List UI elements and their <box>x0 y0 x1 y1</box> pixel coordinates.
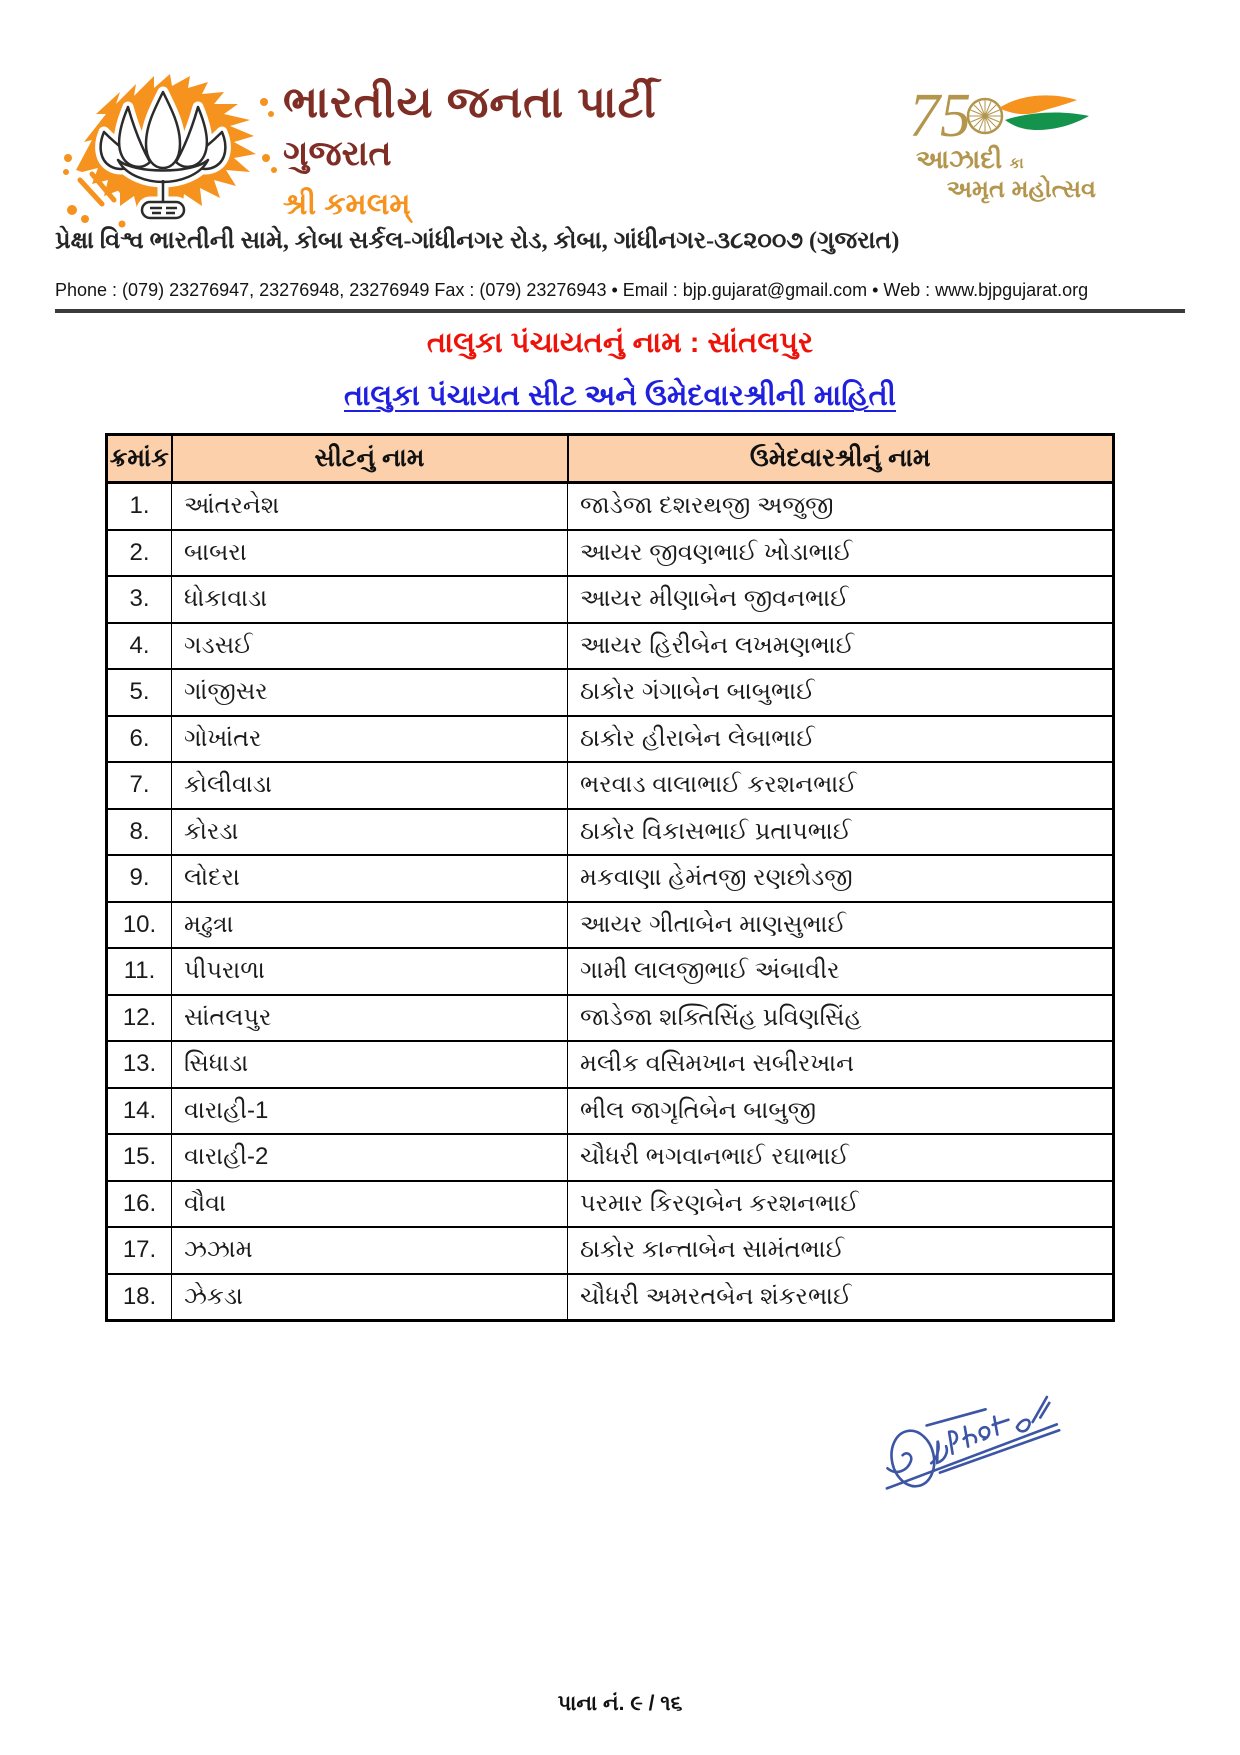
azadi-line2: અમૃત મહોત્સવ <box>946 176 1096 203</box>
row-serial: 16. <box>107 1181 172 1228</box>
candidate-table <box>105 433 1112 1322</box>
bjp-lotus-logo-icon <box>58 62 288 242</box>
candidate-name: પરમાર કિરણબેન કરશનભાઈ <box>568 1181 1114 1228</box>
page-title: તાલુકા પંચાયતનું નામ : સાંતલપુર <box>426 327 814 359</box>
row-serial: 13. <box>107 1041 172 1088</box>
row-serial: 17. <box>107 1227 172 1274</box>
candidate-name: આયર ગીતાબેન માણસુભાઈ <box>568 902 1114 949</box>
seat-name: કોરડા <box>172 809 568 856</box>
row-serial: 1. <box>107 483 172 530</box>
table-row <box>107 809 1114 856</box>
table-row <box>107 1134 1114 1181</box>
row-serial: 7. <box>107 762 172 809</box>
seat-name: બાબરા <box>172 530 568 577</box>
seat-name: મઢુત્રા <box>172 902 568 949</box>
candidate-name: ઠાકોર વિકાસભાઈ પ્રતાપભાઈ <box>568 809 1114 856</box>
seat-name: ઝેકડા <box>172 1274 568 1321</box>
azadi-ka-amrut-mahotsav-logo-icon <box>898 78 1098 204</box>
azadi-line1: આઝાદી કા <box>916 144 1024 174</box>
seat-name: વારાહી-1 <box>172 1088 568 1135</box>
seat-name: વૌવા <box>172 1181 568 1228</box>
candidate-name: ભીલ જાગૃતિબેન બાબુજી <box>568 1088 1114 1135</box>
seat-name: ઝઝામ <box>172 1227 568 1274</box>
header-divider <box>55 309 1185 313</box>
candidate-table-body <box>107 483 1114 1321</box>
candidate-name: ઠાકોર ગંગાબેન બાબુભાઈ <box>568 669 1114 716</box>
office-address: પ્રેક્ષા વિશ્વ ભારતીની સામે, કોબા સર્કલ-ગાંધીનગર રોડ, કોબા, ગાંધીનગર-૩૮૨૦૦૭ (ગુજરાત) <box>55 228 900 254</box>
candidate-name: ચૌધરી અમરતબેન શંકરભાઈ <box>568 1274 1114 1321</box>
row-serial: 5. <box>107 669 172 716</box>
candidate-name: ઠાકોર કાન્તાબેન સામંતભાઈ <box>568 1227 1114 1274</box>
org-office: શ્રી કમલમ્ <box>283 188 411 221</box>
seat-name: ગાંજીસર <box>172 669 568 716</box>
candidate-name: ગામી લાલજીભાઈ અંબાવીર <box>568 948 1114 995</box>
col-header-candidate: ઉમેદવારશ્રીનું નામ <box>568 435 1114 483</box>
row-serial: 9. <box>107 855 172 902</box>
table-row <box>107 716 1114 763</box>
table-row <box>107 483 1114 530</box>
col-header-serial: ક્રમાંક <box>107 435 172 483</box>
org-name: ભારતીય જનતા પાર્ટી <box>283 78 657 127</box>
candidate-name: મકવાણા હેમંતજી રણછોડજી <box>568 855 1114 902</box>
table-row <box>107 576 1114 623</box>
table-row <box>107 855 1114 902</box>
page-number: પાના નં. ૯ / ૧૬ <box>557 1692 683 1715</box>
candidate-name: જાડેજા દશરથજી અજુજી <box>568 483 1114 530</box>
row-serial: 3. <box>107 576 172 623</box>
candidate-name: ઠાકોર હીરાબેન લેબાભાઈ <box>568 716 1114 763</box>
table-row <box>107 1227 1114 1274</box>
seat-name: સાંતલપુર <box>172 995 568 1042</box>
row-serial: 4. <box>107 623 172 670</box>
contact-line: Phone : (079) 23276947, 23276948, 23276949 Fax : (079) 23276943 • Email : bjp.gujarat@gmail.com • Web : www.bjpgujarat.org <box>55 280 1089 300</box>
table-row <box>107 530 1114 577</box>
table-row <box>107 669 1114 716</box>
candidate-name: ચૌધરી ભગવાનભાઈ રઘાભાઈ <box>568 1134 1114 1181</box>
seat-name: ગડસઈ <box>172 623 568 670</box>
seat-name: ગોખાંતર <box>172 716 568 763</box>
table-header-row <box>107 435 1114 483</box>
page-subtitle: તાલુકા પંચાયત સીટ અને ઉમેદવારશ્રીની માહિતી <box>344 380 896 412</box>
row-serial: 11. <box>107 948 172 995</box>
row-serial: 2. <box>107 530 172 577</box>
seat-name: વારાહી-2 <box>172 1134 568 1181</box>
row-serial: 14. <box>107 1088 172 1135</box>
row-serial: 8. <box>107 809 172 856</box>
candidate-name: જાડેજા શક્તિસિંહ પ્રવિણસિંહ <box>568 995 1114 1042</box>
signature <box>872 1382 1082 1507</box>
table-row <box>107 902 1114 949</box>
table-row <box>107 995 1114 1042</box>
seat-name: આંતરનેશ <box>172 483 568 530</box>
row-serial: 18. <box>107 1274 172 1321</box>
letterhead <box>283 78 657 222</box>
table-row <box>107 1181 1114 1228</box>
table-row <box>107 1041 1114 1088</box>
azadi-75-number: 75 <box>908 82 971 150</box>
candidate-name: ભરવાડ વાલાભાઈ કરશનભાઈ <box>568 762 1114 809</box>
table-row <box>107 1088 1114 1135</box>
candidate-name: મલીક વસિમખાન સબીરખાન <box>568 1041 1114 1088</box>
row-serial: 12. <box>107 995 172 1042</box>
candidate-name: આયર જીવણભાઈ ખોડાભાઈ <box>568 530 1114 577</box>
seat-name: સિધાડા <box>172 1041 568 1088</box>
table-row <box>107 762 1114 809</box>
candidate-name: આયર મીણાબેન જીવનભાઈ <box>568 576 1114 623</box>
org-region: ગુજરાત <box>283 134 392 173</box>
table-row <box>107 623 1114 670</box>
table-row <box>107 1274 1114 1321</box>
row-serial: 10. <box>107 902 172 949</box>
col-header-seat: સીટનું નામ <box>172 435 568 483</box>
seat-name: પીપરાળા <box>172 948 568 995</box>
seat-name: ધોકાવાડા <box>172 576 568 623</box>
row-serial: 6. <box>107 716 172 763</box>
candidate-name: આયર હિરીબેન લખમણભાઈ <box>568 623 1114 670</box>
table-row <box>107 948 1114 995</box>
row-serial: 15. <box>107 1134 172 1181</box>
seat-name: લોદરા <box>172 855 568 902</box>
seat-name: કોલીવાડા <box>172 762 568 809</box>
